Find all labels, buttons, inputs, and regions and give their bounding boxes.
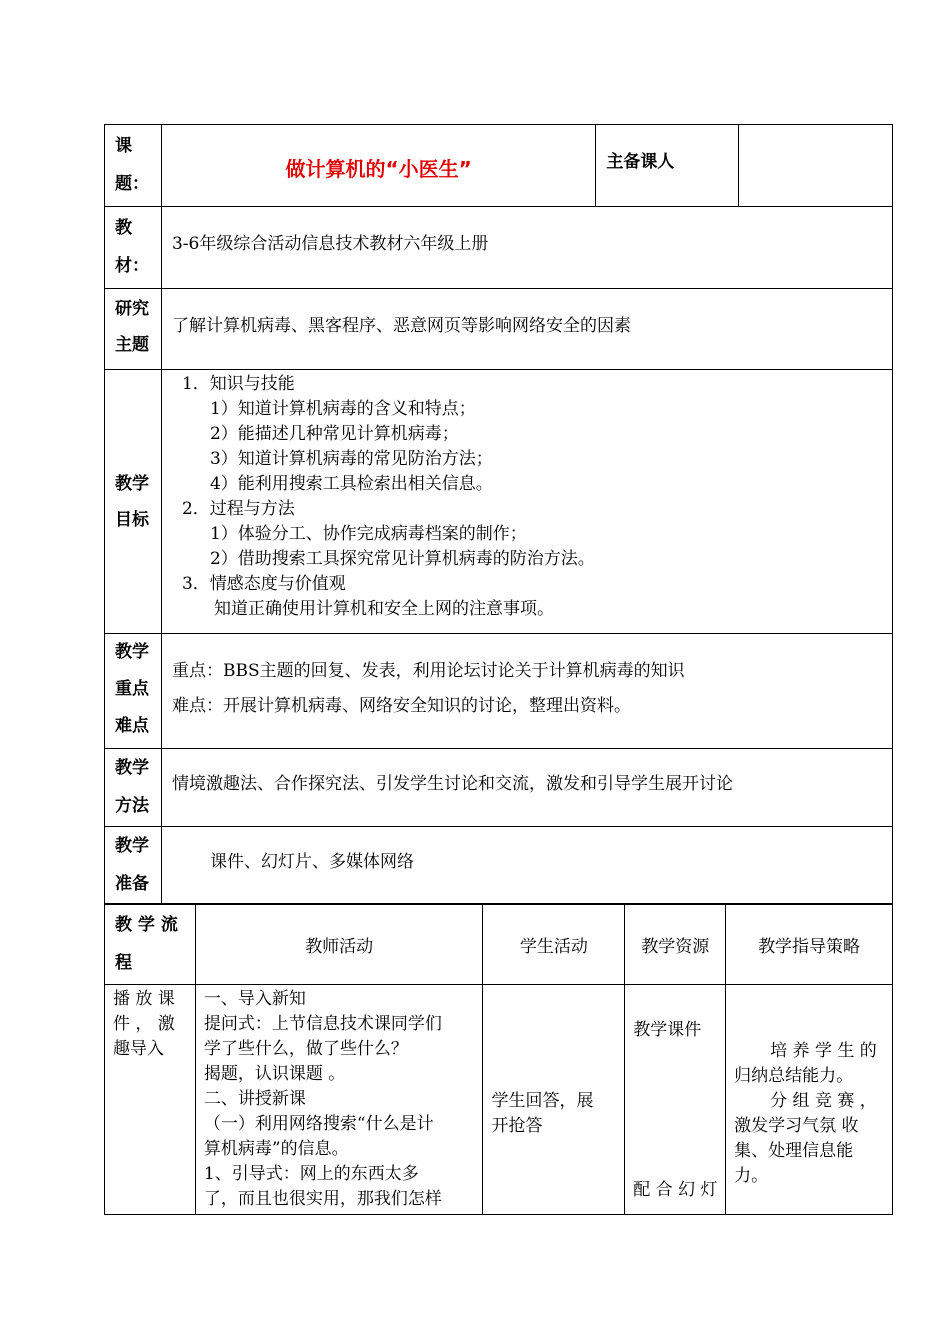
preparation-value-cell xyxy=(161,827,892,905)
goals-line: 1）体验分工、协作完成病毒档案的制作； xyxy=(209,524,527,544)
goals-value-cell xyxy=(161,370,892,634)
resources-header: 教学资源 xyxy=(641,937,710,957)
strategy-line: 激发学习气氛 收 xyxy=(734,1116,859,1136)
flow-student-header xyxy=(483,904,625,985)
preparation-label-2: 准备 xyxy=(115,874,149,894)
key-points-row xyxy=(105,634,893,749)
textbook-label-cell xyxy=(105,207,162,289)
strategy-line: 力。 xyxy=(734,1166,769,1186)
preparation-row xyxy=(105,827,893,905)
goals-line: 2）能描述几种常见计算机病毒； xyxy=(209,424,459,444)
goals-line: 3．情感态度与价值观 xyxy=(181,574,346,594)
goals-line: 1．知识与技能 xyxy=(181,374,295,394)
teacher-value-cell xyxy=(739,125,893,207)
flow-process-cell xyxy=(105,985,196,1215)
lesson-info-table xyxy=(104,124,893,905)
teacher-line: 了，而且也很实用，那我们怎样 xyxy=(203,1189,442,1209)
research-label-cell xyxy=(105,289,162,370)
teacher-label-cell xyxy=(596,125,739,207)
student-activity-header: 学生活动 xyxy=(519,937,588,957)
teacher-line: 二、讲授新课 xyxy=(203,1089,306,1109)
goals-line: 2）借助搜索工具探究常见计算机病毒的防治方法。 xyxy=(209,549,595,569)
flow-process-header-2: 程 xyxy=(115,953,132,973)
process-line: 趣导入 xyxy=(113,1039,164,1059)
methods-value: 情境激趣法、合作探究法、引发学生讨论和交流，激发和引导学生展开讨论 xyxy=(171,774,733,794)
research-label-2: 主题 xyxy=(115,335,149,355)
research-row xyxy=(105,289,893,370)
preparation-label-cell xyxy=(105,827,162,905)
topic-label-cell xyxy=(105,125,162,207)
teacher-line: 算机病毒”的信息。 xyxy=(203,1139,349,1159)
methods-label-2: 方法 xyxy=(115,796,149,816)
flow-process-header xyxy=(105,904,196,985)
preparation-label-1: 教学 xyxy=(115,836,149,856)
textbook-label-2: 材： xyxy=(115,256,149,276)
goals-row xyxy=(105,370,893,634)
flow-strategy-header xyxy=(726,904,893,985)
goals-line: 知道正确使用计算机和安全上网的注意事项。 xyxy=(213,599,554,619)
preparation-value: 课件、幻灯片、多媒体网络 xyxy=(209,852,414,872)
process-line: 播 放 课 xyxy=(113,989,175,1009)
flow-student-cell xyxy=(483,985,625,1215)
research-value-cell xyxy=(161,289,892,370)
methods-label-1: 教学 xyxy=(115,758,149,778)
key-points-label-1: 教学 xyxy=(115,642,149,662)
goals-label-2: 目标 xyxy=(115,509,149,530)
resources-top: 教学课件 xyxy=(633,1020,702,1040)
research-label-1: 研究 xyxy=(115,299,149,319)
teacher-line: （一）利用网络搜索“什么是计 xyxy=(203,1114,434,1134)
difficult-point-text: 难点：开展计算机病毒、网络安全知识的讨论，整理出资料。 xyxy=(171,696,631,716)
goals-line: 3）知道计算机病毒的常见防治方法； xyxy=(209,449,493,469)
topic-title-cell xyxy=(161,125,595,207)
research-value: 了解计算机病毒、黑客程序、恶意网页等影响网络安全的因素 xyxy=(171,316,631,336)
teacher-activity-header: 教师活动 xyxy=(305,937,374,957)
teacher-line: 一、导入新知 xyxy=(203,989,306,1009)
goals-line: 2．过程与方法 xyxy=(181,499,295,519)
student-line: 学生回答，展 xyxy=(491,1091,594,1111)
teacher-label: 主备课人 xyxy=(606,152,675,172)
topic-row xyxy=(105,125,893,207)
methods-label-cell xyxy=(105,749,162,827)
resources-bottom: 配 合 幻 灯 xyxy=(633,1180,718,1200)
key-point-text: 重点：BBS主题的回复、发表，利用论坛讨论关于计算机病毒的知识 xyxy=(171,661,685,681)
goals-list xyxy=(162,370,892,622)
flow-teacher-header xyxy=(195,904,483,985)
key-points-label-2: 重点 xyxy=(115,679,149,699)
textbook-value-cell xyxy=(161,207,892,289)
flow-content-row xyxy=(105,985,893,1215)
textbook-label-1: 教 xyxy=(115,218,132,238)
topic-label-2: 题： xyxy=(115,174,149,194)
teacher-line: 揭题，认识课题 。 xyxy=(203,1064,346,1084)
key-points-value-cell xyxy=(161,634,892,749)
teacher-line: 学了些什么，做了些什么？ xyxy=(203,1039,408,1059)
goals-label-cell xyxy=(105,370,162,634)
teacher-line: 1、引导式：网上的东西太多 xyxy=(203,1164,419,1184)
flow-strategy-cell xyxy=(726,985,893,1215)
goals-line: 1）知道计算机病毒的含义和特点； xyxy=(209,399,476,419)
goals-label-1: 教学 xyxy=(115,473,149,494)
strategy-line: 归纳总结能力。 xyxy=(734,1066,854,1086)
flow-resources-header xyxy=(625,904,726,985)
flow-process-header-1: 教 学 流 xyxy=(115,915,178,935)
strategy-header: 教学指导策略 xyxy=(758,937,861,957)
flow-resources-cell xyxy=(625,985,726,1215)
student-line: 开抢答 xyxy=(491,1116,543,1136)
teaching-flow-table xyxy=(104,903,893,1215)
key-points-label-cell xyxy=(105,634,162,749)
topic-label-1: 课 xyxy=(115,136,132,156)
textbook-value: 3-6年级综合活动信息技术教材六年级上册 xyxy=(171,234,489,254)
methods-row xyxy=(105,749,893,827)
process-line: 件 ， 激 xyxy=(113,1014,175,1034)
textbook-row xyxy=(105,207,893,289)
flow-header-row xyxy=(105,904,893,985)
teacher-line: 提问式：上节信息技术课同学们 xyxy=(203,1014,442,1034)
strategy-line: 培 养 学 生 的 xyxy=(770,1041,877,1061)
flow-teacher-cell xyxy=(195,985,483,1215)
strategy-line: 分 组 竞 赛 ， xyxy=(770,1091,877,1111)
methods-value-cell xyxy=(161,749,892,827)
strategy-line: 集、处理信息能 xyxy=(734,1141,854,1161)
page-title: 做计算机的“小医生” xyxy=(285,157,472,181)
key-points-label-3: 难点 xyxy=(115,716,149,736)
goals-line: 4）能利用搜索工具检索出相关信息。 xyxy=(209,474,493,494)
